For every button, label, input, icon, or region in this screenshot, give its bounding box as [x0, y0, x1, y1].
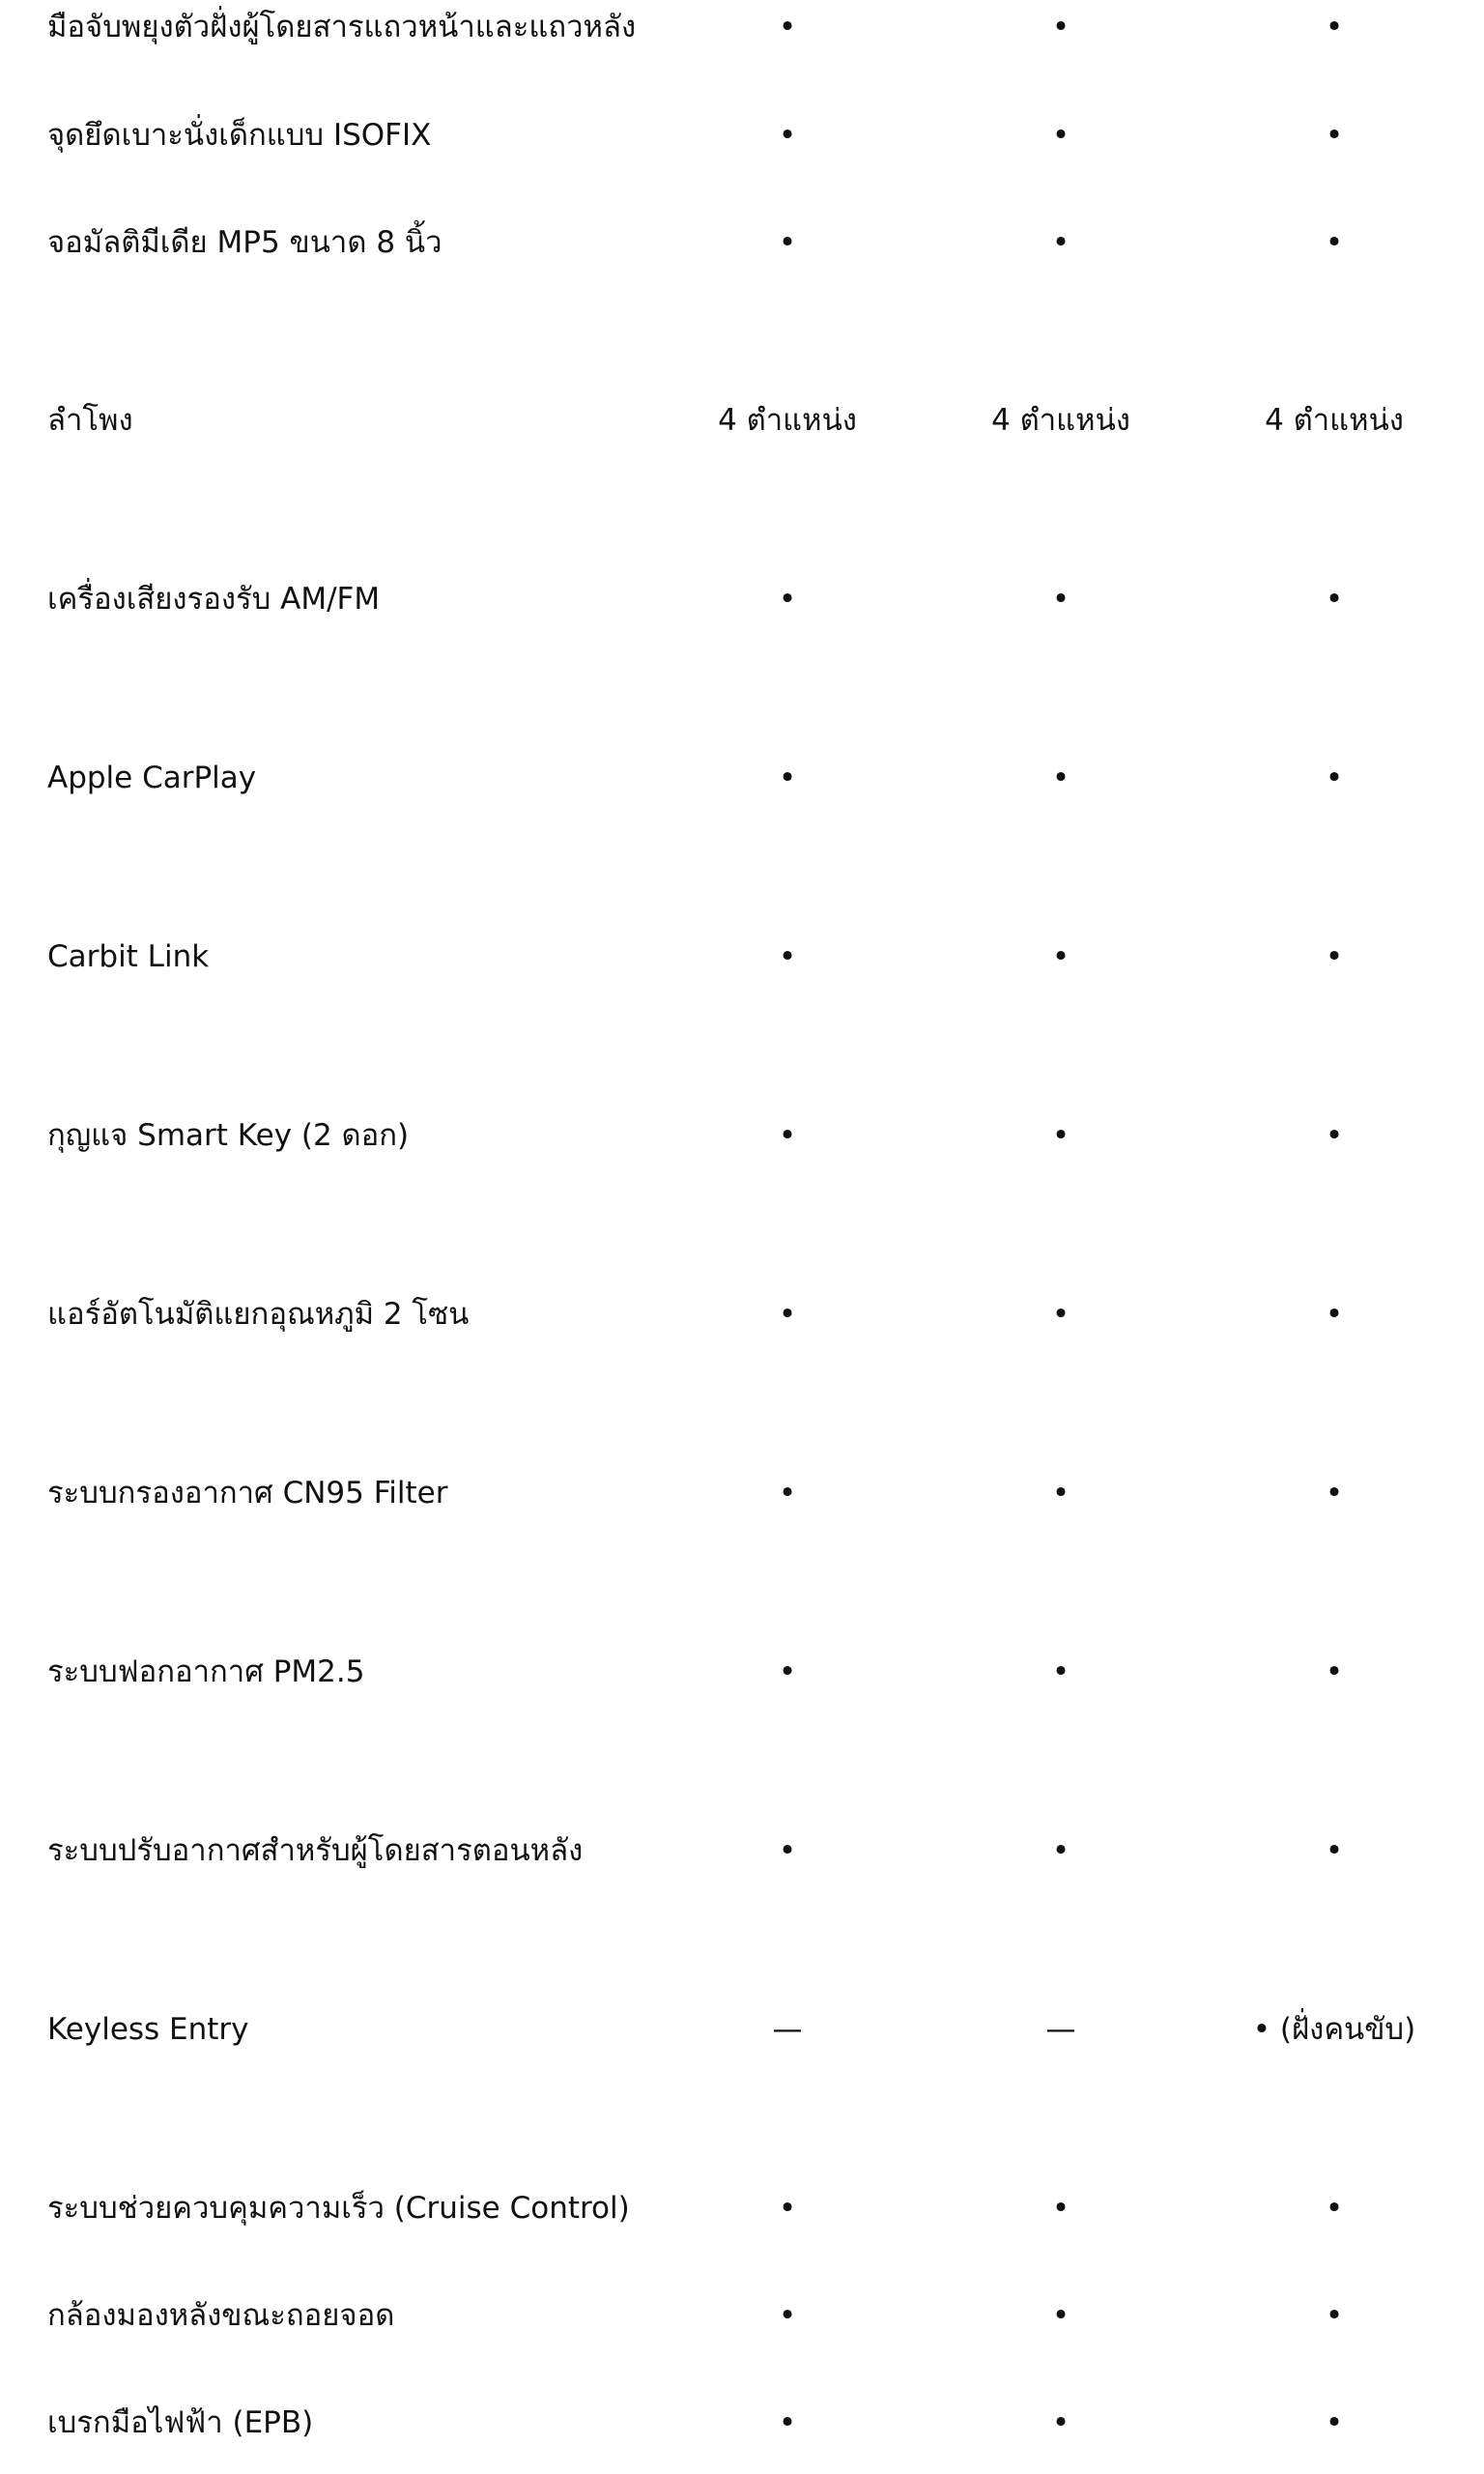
table-row [0, 1633, 1484, 1711]
value-cell-2: • [1051, 2405, 1070, 2440]
feature-label: Keyless Entry [47, 2012, 249, 2047]
table-row [0, 1812, 1484, 1889]
table-row [0, 204, 1484, 281]
value-cell-1: • [778, 2298, 797, 2333]
table-row [0, 918, 1484, 995]
value-cell-2: • [1051, 10, 1070, 44]
feature-label: กล้องมองหลังขณะถอยจอด [47, 2298, 395, 2333]
table-row [0, 561, 1484, 638]
table-row [0, 1276, 1484, 1353]
value-cell-2: — [1045, 2012, 1076, 2047]
value-cell-1: • [778, 1476, 797, 1510]
feature-label: แอร์อัตโนมัติแยกอุณหภูมิ 2 โซน [47, 1297, 470, 1332]
value-cell-1: • [778, 2405, 797, 2440]
value-cell-1: • [778, 939, 797, 974]
value-cell-1: • [778, 225, 797, 260]
value-cell-1: — [772, 2012, 803, 2047]
table-row [0, 739, 1484, 817]
feature-label: จุดยึดเบาะนั่งเด็กแบบ ISOFIX [47, 118, 432, 153]
feature-label: เบรกมือไฟฟ้า (EPB) [47, 2405, 314, 2440]
table-row [0, 2170, 1484, 2247]
value-cell-3: • [1325, 118, 1344, 153]
feature-label: เครื่องเสียงรองรับ AM/FM [47, 582, 381, 617]
value-cell-3: • [1325, 225, 1344, 260]
value-cell-2: • [1051, 1297, 1070, 1332]
value-cell-2: • [1051, 2191, 1070, 2226]
table-row [0, 1454, 1484, 1532]
table-row [0, 2384, 1484, 2461]
feature-label: ระบบกรองอากาศ CN95 Filter [47, 1476, 448, 1510]
value-cell-1: • [778, 10, 797, 44]
value-cell-3: • [1325, 2405, 1344, 2440]
value-cell-2: • [1051, 2298, 1070, 2333]
value-cell-1: • [778, 118, 797, 153]
value-cell-3: • [1325, 939, 1344, 974]
value-cell-1: • [778, 1833, 797, 1868]
feature-label: Carbit Link [47, 939, 210, 974]
feature-label: มือจับพยุงตัวฝั่งผู้โดยสารแถวหน้าและแถวหลัง [47, 10, 637, 44]
value-cell-2: • [1051, 939, 1070, 974]
value-cell-3: • [1325, 10, 1344, 44]
value-cell-2: • [1051, 582, 1070, 617]
value-cell-3: • (ฝั่งคนขับ) [1252, 2012, 1416, 2047]
table-row [0, 0, 1484, 66]
value-cell-1: • [778, 2191, 797, 2226]
feature-label: ระบบช่วยควบคุมความเร็ว (Cruise Control) [47, 2191, 630, 2226]
value-cell-3: 4 ตำแหน่ง [1265, 403, 1404, 438]
feature-label: ระบบปรับอากาศสำหรับผู้โดยสารตอนหลัง [47, 1833, 584, 1868]
value-cell-2: 4 ตำแหน่ง [991, 403, 1130, 438]
value-cell-2: • [1051, 225, 1070, 260]
value-cell-1: • [778, 1297, 797, 1332]
value-cell-1: • [778, 761, 797, 795]
value-cell-2: • [1051, 1654, 1070, 1689]
feature-label: จอมัลติมีเดีย MP5 ขนาด 8 นิ้ว [47, 225, 442, 260]
table-row [0, 2277, 1484, 2354]
value-cell-1: 4 ตำแหน่ง [718, 403, 857, 438]
value-cell-1: • [778, 582, 797, 617]
feature-label: ลำโพง [47, 403, 133, 438]
value-cell-2: • [1051, 761, 1070, 795]
value-cell-2: • [1051, 1833, 1070, 1868]
value-cell-2: • [1051, 1118, 1070, 1153]
value-cell-1: • [778, 1118, 797, 1153]
value-cell-3: • [1325, 1476, 1344, 1510]
value-cell-3: • [1325, 1833, 1344, 1868]
table-row [0, 1097, 1484, 1174]
value-cell-3: • [1325, 1654, 1344, 1689]
table-row [0, 1991, 1484, 2068]
value-cell-3: • [1325, 582, 1344, 617]
value-cell-2: • [1051, 118, 1070, 153]
table-row [0, 382, 1484, 459]
value-cell-3: • [1325, 2298, 1344, 2333]
value-cell-3: • [1325, 2191, 1344, 2226]
value-cell-2: • [1051, 1476, 1070, 1510]
feature-label: ระบบฟอกอากาศ PM2.5 [47, 1654, 365, 1689]
value-cell-3: • [1325, 1297, 1344, 1332]
feature-label: กุญแจ Smart Key (2 ดอก) [47, 1118, 410, 1153]
feature-label: Apple CarPlay [47, 761, 257, 795]
value-cell-1: • [778, 1654, 797, 1689]
value-cell-3: • [1325, 761, 1344, 795]
table-row [0, 97, 1484, 174]
value-cell-3: • [1325, 1118, 1344, 1153]
